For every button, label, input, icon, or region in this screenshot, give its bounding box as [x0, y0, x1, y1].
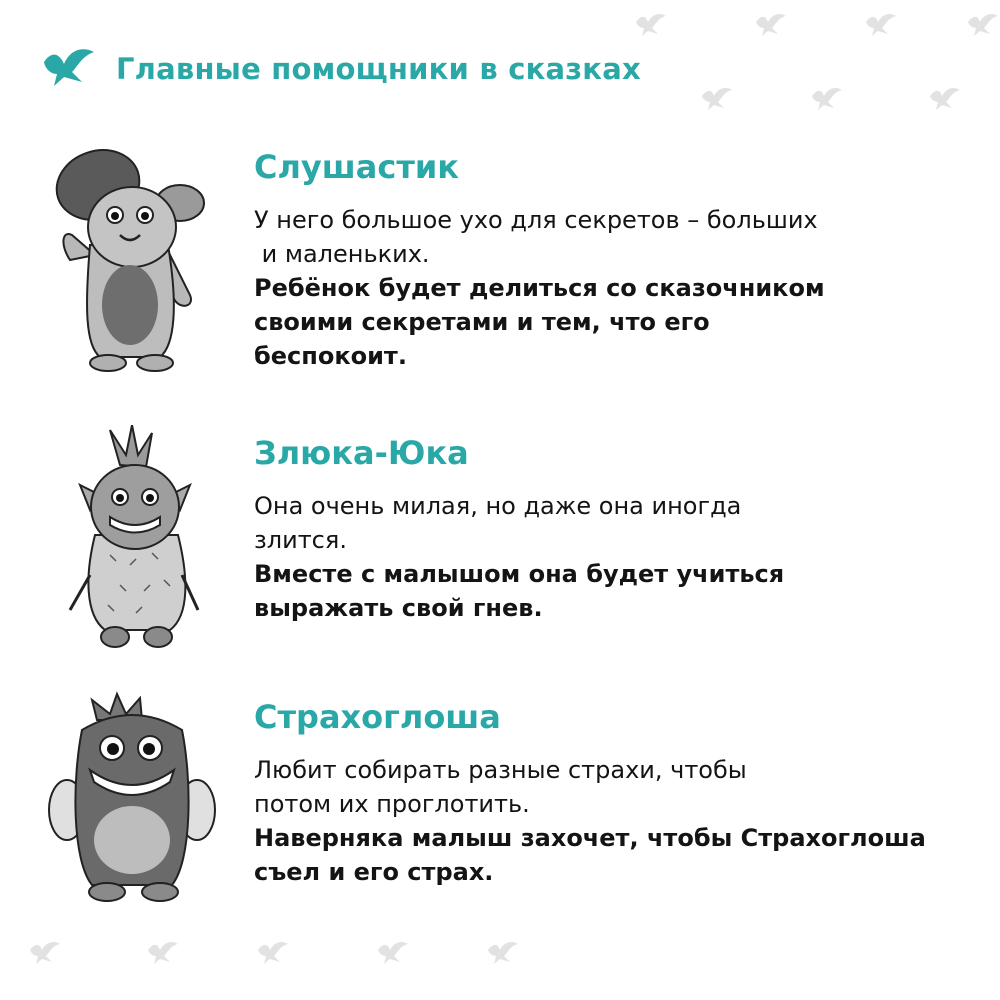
bold-line: беспокоит.: [254, 342, 407, 370]
bird-decor-icon: [636, 14, 666, 36]
description-line: Она очень милая, но даже она иногда: [254, 492, 742, 520]
bird-decor-icon: [968, 14, 998, 36]
character-card-strakhoglosha: [254, 697, 994, 889]
bird-decor-icon: [866, 14, 896, 36]
bold-line: выражать свой гнев.: [254, 594, 543, 622]
bird-decor-icon: [930, 88, 960, 110]
bird-decor-icon: [812, 88, 842, 110]
bold-line: съел и его страх.: [254, 858, 494, 886]
bird-logo-icon: [42, 46, 98, 90]
bold-line: Ребёнок будет делиться со сказочником: [254, 274, 825, 302]
bold-line: своими секретами и тем, что его: [254, 308, 710, 336]
character-name: Страхоглоша: [254, 698, 501, 736]
bold-line: Наверняка малыш захочет, чтобы Страхоглоша: [254, 824, 926, 852]
bird-decor-icon: [258, 942, 288, 964]
character-card-slushastik: [254, 147, 994, 373]
description-line: злится.: [254, 526, 347, 554]
big-mouth-monster-illustration: [42, 690, 222, 910]
big-eared-monster-illustration: [40, 135, 210, 375]
description-line: У него большое ухо для секретов – больших: [254, 206, 818, 234]
description-line: Любит собирать разные страхи, чтобы: [254, 756, 747, 784]
character-card-zlyuka-yuka: [254, 433, 994, 625]
bird-decor-icon: [30, 942, 60, 964]
bird-decor-icon: [378, 942, 408, 964]
page-title: Главные помощники в сказках: [116, 52, 641, 86]
bold-line: Вместе с малышом она будет учиться: [254, 560, 785, 588]
spiky-monster-illustration: [60, 425, 210, 655]
bird-decor-icon: [702, 88, 732, 110]
description-line: потом их проглотить.: [254, 790, 530, 818]
bird-decor-icon: [756, 14, 786, 36]
description-line: и маленьких.: [254, 240, 430, 268]
bird-decor-icon: [148, 942, 178, 964]
character-name: Слушастик: [254, 148, 460, 186]
character-name: Злюка-Юка: [254, 434, 469, 472]
bird-decor-icon: [488, 942, 518, 964]
decor-birds-bottom: [0, 930, 1000, 1000]
